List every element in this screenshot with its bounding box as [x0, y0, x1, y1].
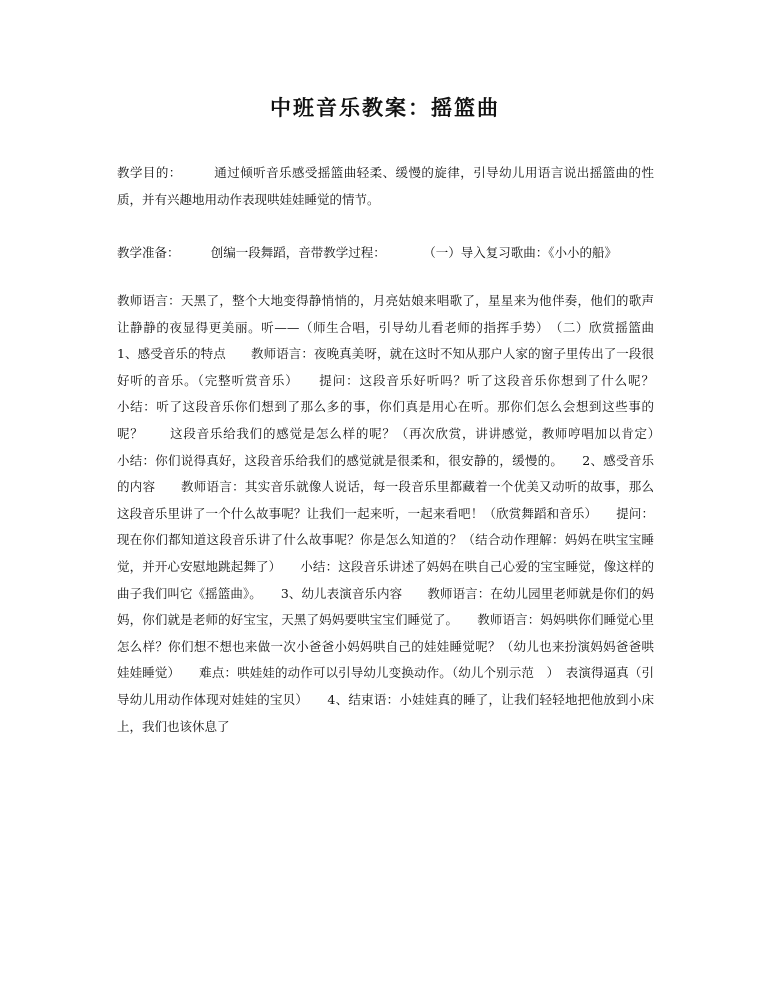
- paragraph-teaching-preparation: 教学准备： 创编一段舞蹈，音带教学过程： （一）导入复习歌曲：《小小的船》: [117, 245, 618, 260]
- page-title: 中班音乐教案：摇篮曲: [270, 95, 500, 120]
- paragraph-teaching-goal: 教学目的： 通过倾听音乐感受摇篮曲轻柔、缓慢的旋律，引导幼儿用语言说出摇篮曲的性质，并有兴趣地用动作表现哄娃娃睡觉的情节。: [117, 165, 654, 207]
- paragraph-teaching-process: 教师语言：天黑了，整个大地变得静悄悄的，月亮姑娘来唱歌了，星星来为他伴奏，他们的歌声让静静的夜显得更美丽。听——（师生合唱，引导幼儿看老师的指挥手势） （二）欣赏摇篮曲 1、感受音乐的特点 教师语言：夜晚真美呀，就在这时不知从那户人家的窗子里传出了一段很好听的音乐。（完整听赏音乐） 提问：这段音乐好听吗？听了这段音乐你想到了什么呢？ 小结：听了这段音乐你们想到了那么多的事，你们真是用心在听。那你们怎么会想到这些事的呢？ 这段音乐给我们的感觉是怎么样的呢？（再次欣赏，讲讲感觉，教师哼唱加以肯定） 小结：你们说得真好，这段音乐给我们的感觉就是很柔和，很安静的，缓慢的。 2、感受音乐的内容 教师语言：其实音乐就像人说话，每一段音乐里都藏着一个优美又动听的故事，那么这段音乐里讲了一个什么故事呢？让我们一起来听，一起来看吧！（欣赏舞蹈和音乐） 提问：现在你们都知道这段音乐讲了什么故事呢？你是怎么知道的？（结合动作理解：妈妈在哄宝宝睡觉，并开心安慰地跳起舞了） 小结：这段音乐讲述了妈妈在哄自己心爱的宝宝睡觉，像这样的曲子我们叫它《摇篮曲》。 3、幼儿表演音乐内容 教师语言：在幼儿园里老师就是你们的妈妈，你们就是老师的好宝宝，天黑了妈妈要哄宝宝们睡觉了。 教师语言：妈妈哄你们睡觉心里怎么样？你们想不想也来做一次小爸爸小妈妈哄自己的娃娃睡觉呢？（幼儿也来扮演妈妈爸爸哄娃娃睡觉） 难点：哄娃娃的动作可以引导幼儿变换动作。（幼儿个别示范 ） 表演得逼真（引导幼儿用动作体现对娃娃的宝贝） 4、结束语：小娃娃真的睡了，让我们轻轻地把他放到小床上，我们也该休息了: [117, 293, 692, 734]
